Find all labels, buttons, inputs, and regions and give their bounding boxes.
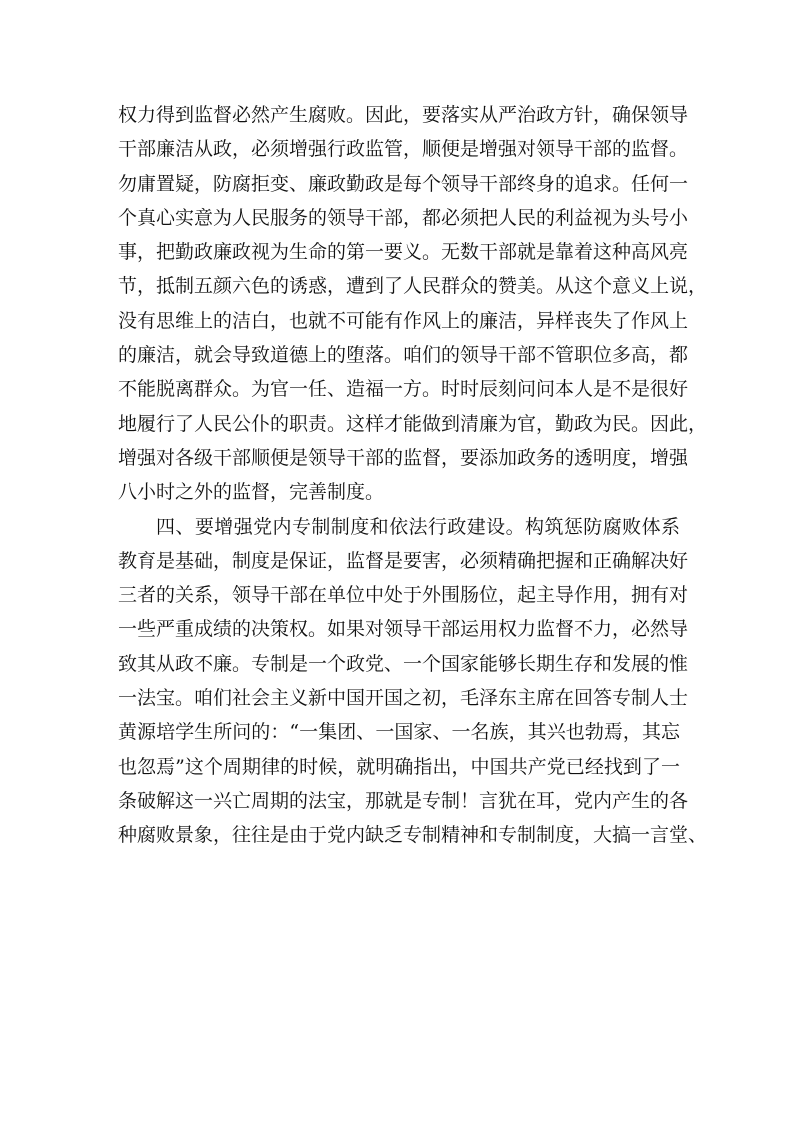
text-line: 四、要增强党内专制制度和依法行政建设。构筑惩防腐败体系 [156,515,680,538]
text-line: 权力得到监督必然产生腐败。因此，要落实从严治政方针，确保领导 [118,104,689,126]
paragraph-1 [118,98,708,510]
text-line: 也忽焉”这个周期律的时候，就明确指出，中国共产党已经找到了一 [118,755,680,778]
text-line: 勿庸置疑，防腐拒变、廉政勤政是每个领导干部终身的追求。任何一 [118,172,689,195]
text-line: 教育是基础，制度是保证，监督是要害，必须精确把握和正确解决好 [118,549,689,572]
text-line: 干部廉洁从政，必须增强行政监管，顺便是增强对领导干部的监督。 [118,138,689,161]
text-line: 种腐败景象，往往是由于党内缺乏专制精神和专制制度，大搞一言堂、 [118,824,708,847]
text-line: 没有思维上的洁白，也就不可能有作风上的廉洁，异样丧失了作风上 [118,309,689,332]
document-body [118,98,708,853]
text-line: 增强对各级干部顺便是领导干部的监督，要添加政务的透明度，增强 [118,446,689,469]
text-line: 八小时之外的监督，完善制度。 [118,481,385,504]
text-line: 黄源培学生所问的：“一集团、一国家、一名族，其兴也勃焉，其忘 [118,721,680,744]
text-line: 一法宝。咱们社会主义新中国开国之初，毛泽东主席在回答专制人士 [118,687,689,710]
text-line: 致其从政不廉。专制是一个政党、一个国家能够长期生存和发展的惟 [118,652,689,675]
text-line: 一些严重成绩的决策权。如果对领导干部运用权力监督不力，必然导 [118,618,689,641]
text-line: 不能脱离群众。为官一任、造福一方。时时辰刻问问本人是不是很好 [118,378,689,401]
paragraph-2 [118,510,708,853]
text-line: 地履行了人民公仆的职责。这样才能做到清廉为官，勤政为民。因此， [118,412,708,435]
text-line: 节，抵制五颜六色的诱惑，遭到了人民群众的赞美。从这个意义上说， [118,275,708,298]
text-line: 三者的关系，领导干部在单位中处于外围肠位，起主导作用，拥有对 [118,584,689,607]
text-line: 的廉洁，就会导致道德上的堕落。咱们的领导干部不管职位多高，都 [118,344,689,367]
text-line: 个真心实意为人民服务的领导干部，都必须把人民的利益视为头号小 [118,206,689,229]
text-line: 条破解这一兴亡周期的法宝，那就是专制！言犹在耳，党内产生的各 [118,789,689,812]
text-line: 事，把勤政廉政视为生命的第一要义。无数干部就是靠着这种高风亮 [118,241,689,264]
